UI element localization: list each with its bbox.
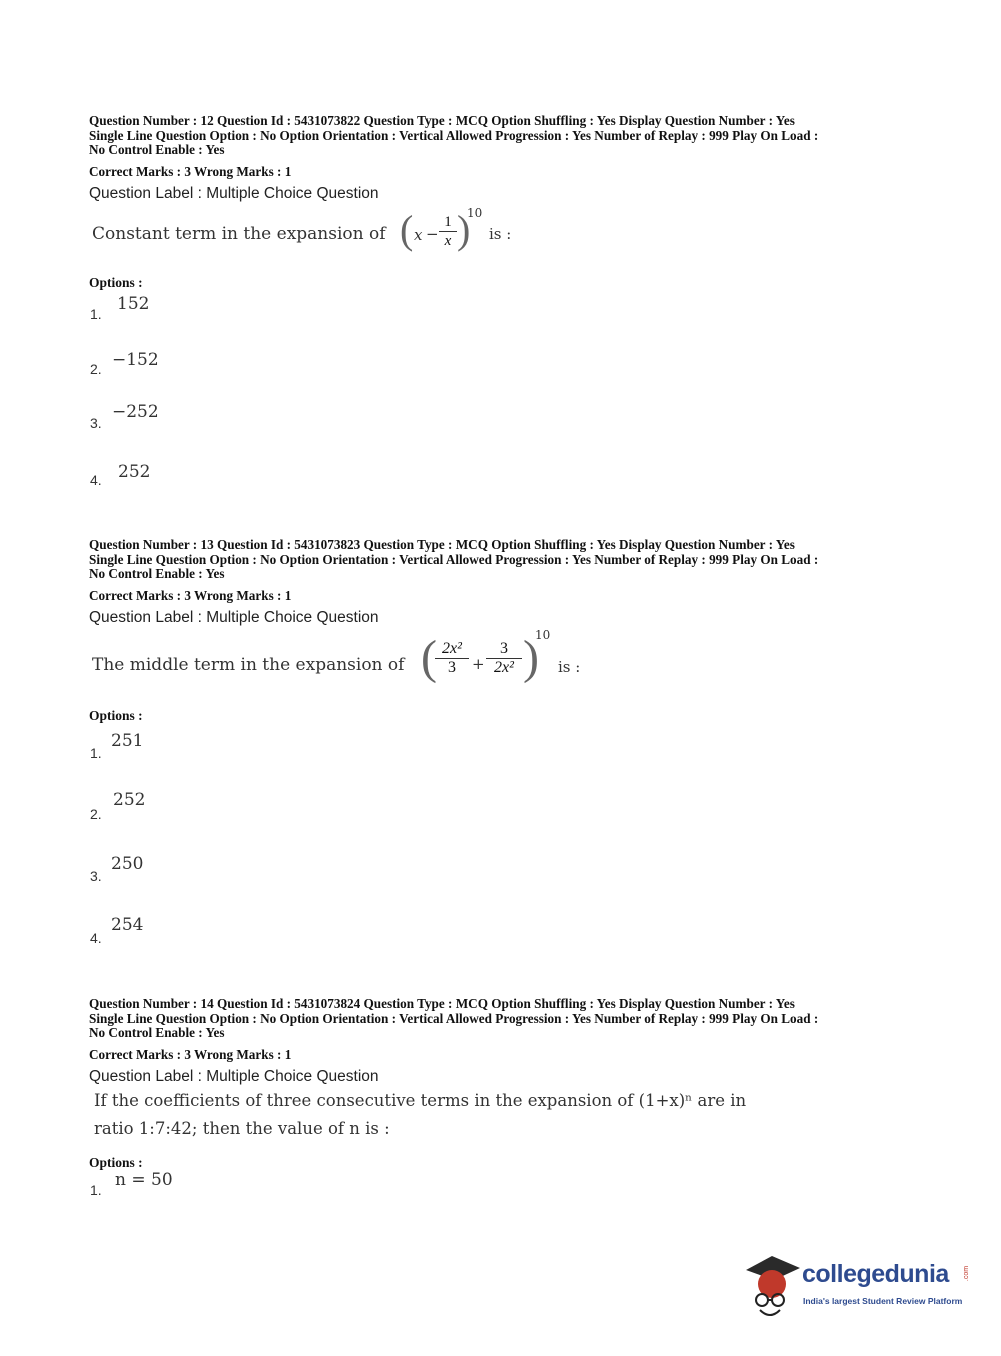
question-meta-line1: Question Number : 14 Question Id : 5431073824 Question Type : MCQ Option Shuffling : Yes Display Question Number : Yes xyxy=(89,996,795,1011)
question-meta-line2: Single Line Question Option : No Option Orientation : Vertical Allowed Progression : Yes Number of Replay : 999 Play On Load : xyxy=(89,127,819,143)
question-label: Question Label : Multiple Choice Question xyxy=(89,1067,379,1085)
question-text xyxy=(89,1091,849,1147)
paren-open: ( xyxy=(421,631,437,684)
question-text-before: Constant term in the expansion of xyxy=(92,224,386,244)
question-meta-line2: Single Line Question Option : No Option Orientation : Vertical Allowed Progression : Yes Number of Replay : 999 Play On Load : xyxy=(89,1010,819,1026)
math-variable: x xyxy=(414,226,423,244)
question-text-line2: ratio 1:7:42; then the value of n is : xyxy=(94,1119,390,1138)
option-value: 250 xyxy=(111,854,144,874)
question-14 xyxy=(89,996,929,1198)
options-label: Options : xyxy=(89,1155,143,1170)
paren-close: ) xyxy=(457,207,471,252)
question-marks: Correct Marks : 3 Wrong Marks : 1 xyxy=(89,163,292,179)
option-number: 4. xyxy=(90,472,102,488)
math-fraction-2 xyxy=(486,640,522,677)
question-text-after: is : xyxy=(558,658,581,676)
paren-open: ( xyxy=(400,207,414,252)
paren-close: ) xyxy=(523,631,539,684)
options-label: Options : xyxy=(89,275,143,290)
option-number: 2. xyxy=(90,806,102,822)
option-value: 152 xyxy=(117,294,150,314)
option-value: 252 xyxy=(118,462,151,482)
question-meta-line1: Question Number : 12 Question Id : 5431073822 Question Type : MCQ Option Shuffling : Yes Display Question Number : Yes xyxy=(89,113,795,128)
option-number: 1. xyxy=(90,1182,102,1198)
options-label: Options : xyxy=(89,708,143,723)
fraction-numerator: 2x² xyxy=(435,640,469,659)
option-4[interactable] xyxy=(89,462,289,492)
math-exponent: 10 xyxy=(467,206,483,220)
option-number: 1. xyxy=(90,745,102,761)
question-text-after: is : xyxy=(489,225,512,243)
collegedunia-logo xyxy=(742,1250,972,1330)
question-meta-line3: No Control Enable : Yes xyxy=(89,142,225,157)
question-meta-line1: Question Number : 13 Question Id : 5431073823 Question Type : MCQ Option Shuffling : Yes Display Question Number : Yes xyxy=(89,537,795,552)
logo-name: collegedunia xyxy=(802,1260,949,1288)
math-fraction xyxy=(439,213,457,250)
option-value: 252 xyxy=(113,790,146,810)
question-12 xyxy=(89,113,929,488)
option-value: n = 50 xyxy=(115,1170,173,1190)
option-3[interactable] xyxy=(89,402,289,432)
logo-com: .com xyxy=(963,1265,971,1282)
option-value: 251 xyxy=(111,731,144,751)
question-label: Question Label : Multiple Choice Question xyxy=(89,608,379,626)
option-value: 254 xyxy=(111,915,144,935)
question-meta-line3: No Control Enable : Yes xyxy=(89,1025,225,1040)
question-meta-line2: Single Line Question Option : No Option Orientation : Vertical Allowed Progression : Yes Number of Replay : 999 Play On Load : xyxy=(89,551,819,567)
mascot-icon xyxy=(742,1250,802,1330)
fraction-numerator: 1 xyxy=(439,213,457,232)
question-text xyxy=(89,206,689,272)
math-exponent: 10 xyxy=(535,628,551,642)
math-minus: − xyxy=(426,225,439,243)
fraction-denominator: 2x² xyxy=(494,659,514,676)
math-fraction-1 xyxy=(435,640,469,677)
question-13 xyxy=(89,537,929,946)
option-number: 3. xyxy=(90,868,102,884)
option-1[interactable] xyxy=(89,731,289,761)
option-2[interactable] xyxy=(89,790,289,820)
option-3[interactable] xyxy=(89,854,289,884)
logo-tagline: India's largest Student Review Platform xyxy=(803,1296,963,1306)
option-number: 4. xyxy=(90,930,102,946)
option-1[interactable] xyxy=(89,1170,289,1200)
question-marks: Correct Marks : 3 Wrong Marks : 1 xyxy=(89,587,292,603)
option-number: 2. xyxy=(90,361,102,377)
question-label: Question Label : Multiple Choice Question xyxy=(89,184,379,202)
fraction-numerator: 3 xyxy=(486,640,522,659)
question-meta-line3: No Control Enable : Yes xyxy=(89,566,225,581)
question-text xyxy=(89,628,689,700)
math-plus: + xyxy=(472,655,485,673)
question-text-before: The middle term in the expansion of xyxy=(92,655,405,675)
option-number: 3. xyxy=(90,415,102,431)
question-text-line1: If the coefficients of three consecutive terms in the expansion of (1+x)ⁿ are in xyxy=(94,1091,747,1110)
option-value: −252 xyxy=(112,402,159,422)
option-1[interactable] xyxy=(89,294,289,324)
option-2[interactable] xyxy=(89,350,289,380)
option-value: −152 xyxy=(112,350,159,370)
fraction-denominator: 3 xyxy=(448,659,456,676)
question-marks: Correct Marks : 3 Wrong Marks : 1 xyxy=(89,1046,292,1062)
option-number: 1. xyxy=(90,306,102,322)
option-4[interactable] xyxy=(89,915,289,945)
fraction-denominator: x xyxy=(444,233,452,249)
